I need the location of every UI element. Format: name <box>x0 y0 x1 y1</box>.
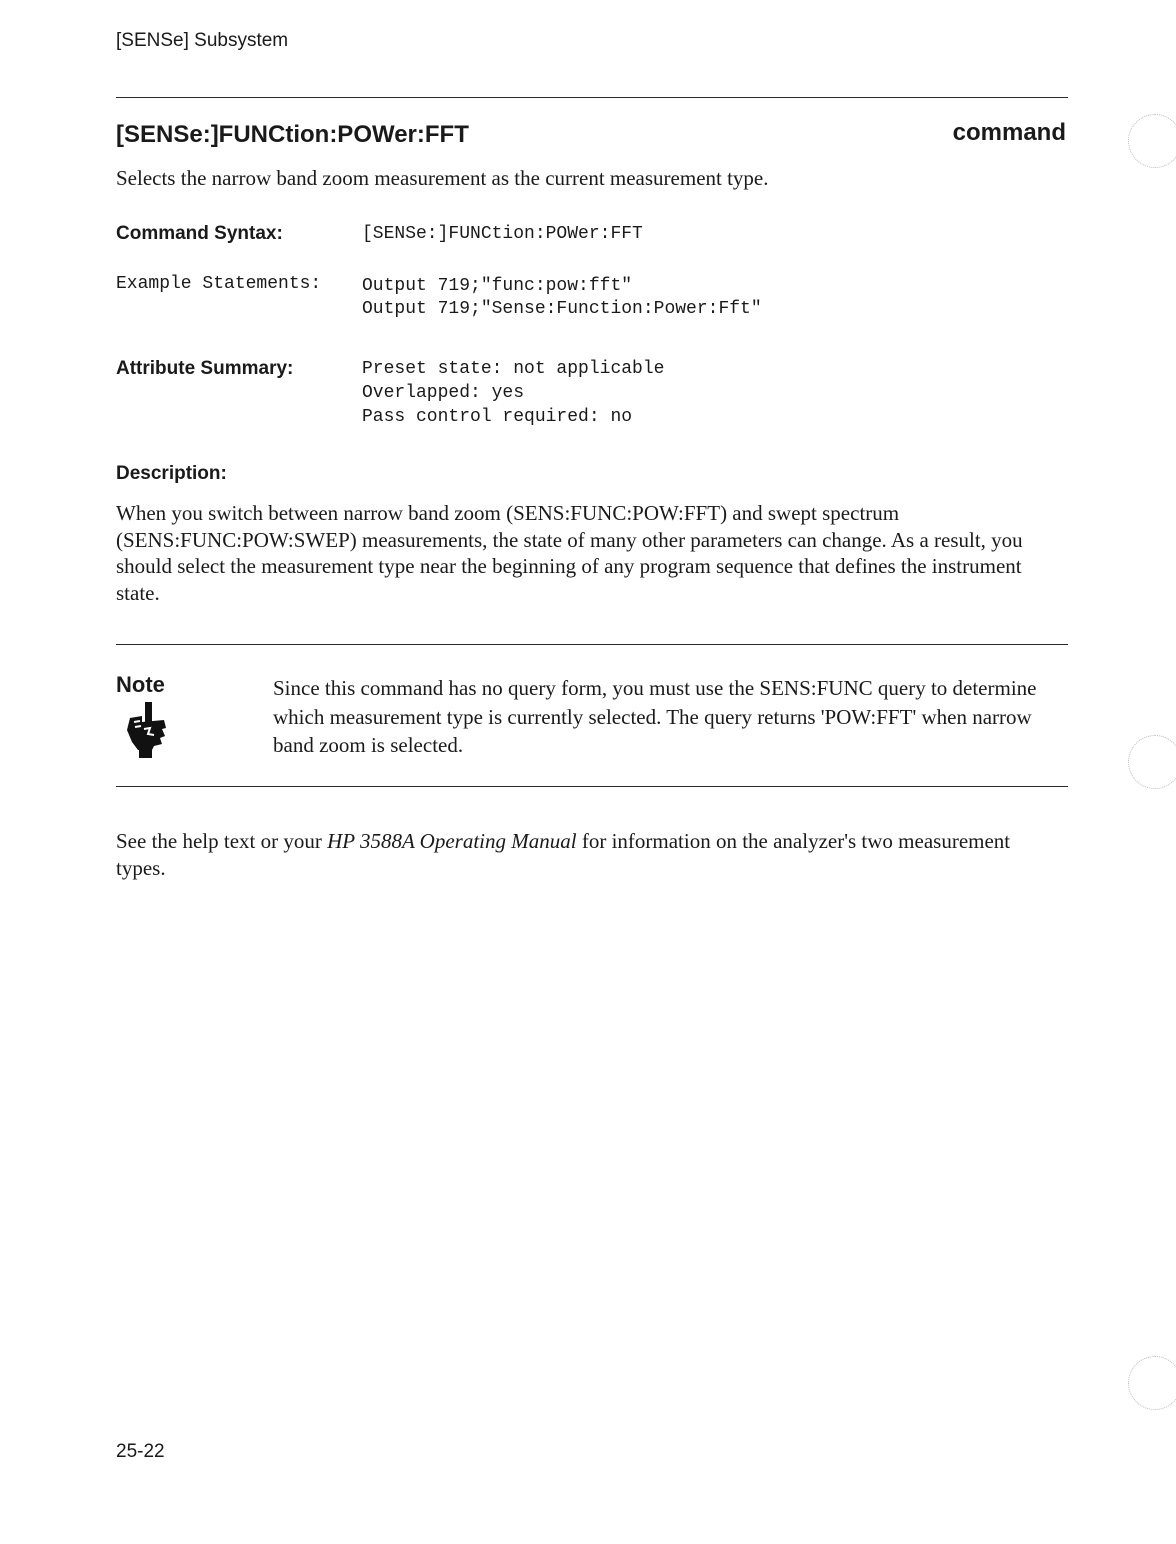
description-text: When you switch between narrow band zoom (SENS:FUNC:POW:FFT) and swept spectrum (SENS:FUNC:POW:SWEP) measurements, the state of many other parameters can change. As a result, you should select the measurement type near the beginning of any program sequence that defines the instrument state. <box>116 501 1023 605</box>
pointing-hand-icon <box>124 702 170 758</box>
see-also-suffix: for information on the analyzer's two measurement types. <box>116 829 1011 880</box>
examples-label: Example Statements: <box>116 274 322 294</box>
manual-title: HP 3588A Operating Manual <box>327 829 577 853</box>
top-divider <box>116 97 1068 98</box>
see-also-text <box>116 828 1016 881</box>
attribute-line: Pass control required: no <box>362 407 633 427</box>
command-title: [SENSe:]FUNCtion:POWer:FFT <box>116 121 469 148</box>
description-label: Description: <box>116 463 227 484</box>
note-top-divider <box>116 644 1068 645</box>
punch-hole <box>1128 735 1176 789</box>
note-text: Since this command has no query form, you must use the SENS:FUNC query to determine which measurement type is currently selected. The query returns 'POW:FFT' when narrow band zoom is selected. <box>273 676 1037 757</box>
punch-hole <box>1128 114 1176 168</box>
attribute-line: Preset state: not applicable <box>362 359 665 379</box>
command-kind: command <box>952 119 1066 146</box>
attribute-line: Overlapped: yes <box>362 383 525 403</box>
note-bottom-divider <box>116 786 1068 787</box>
running-head: [SENSe] Subsystem <box>116 30 289 51</box>
attributes-label: Attribute Summary: <box>116 358 294 379</box>
note-label: Note <box>116 672 165 697</box>
syntax-value: [SENSe:]FUNCtion:POWer:FFT <box>362 224 643 244</box>
command-summary: Selects the narrow band zoom measurement as the current measurement type. <box>116 166 769 190</box>
page-number: 25-22 <box>116 1441 165 1462</box>
example-line: Output 719;"func:pow:fft" <box>362 276 633 296</box>
syntax-label: Command Syntax: <box>116 223 283 244</box>
punch-hole <box>1128 1356 1176 1410</box>
see-also-prefix: See the help text or your <box>116 829 328 853</box>
example-line: Output 719;"Sense:Function:Power:Fft" <box>362 299 762 319</box>
